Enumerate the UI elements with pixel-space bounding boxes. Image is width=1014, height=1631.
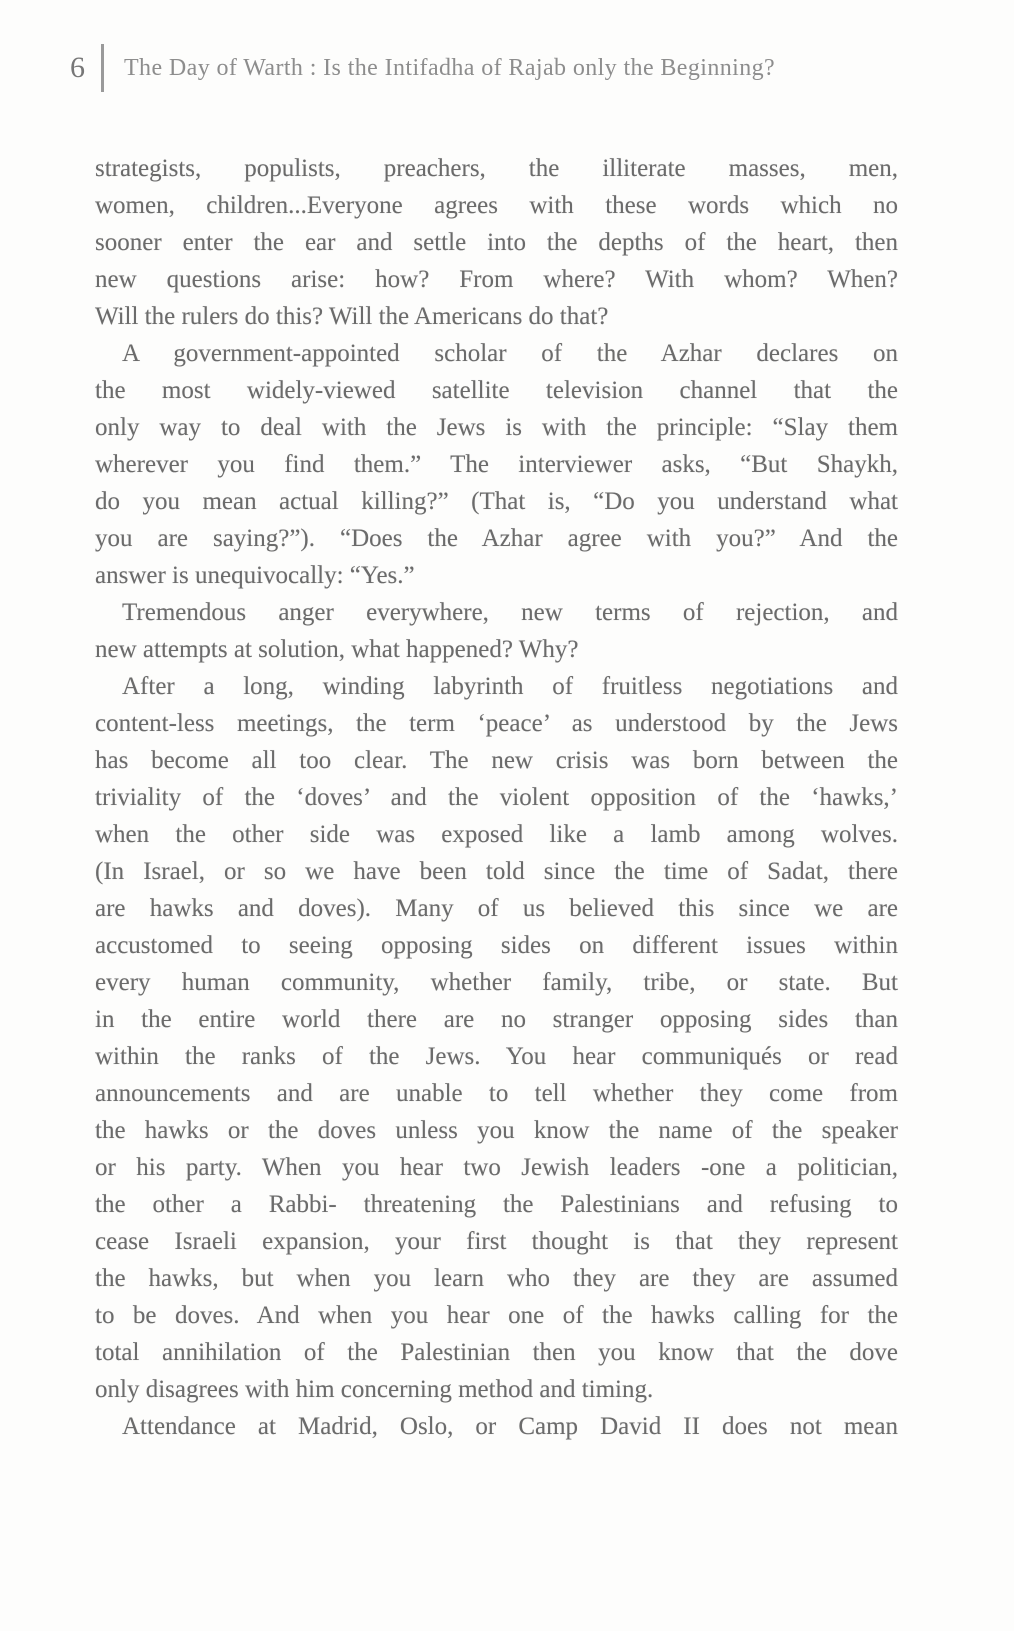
- text-line: only disagrees with him concerning method and timing.: [95, 1376, 654, 1403]
- header-divider: [101, 44, 104, 92]
- running-head-title: The Day of Warth : Is the Intifadha of Rajab only the Beginning?: [124, 54, 776, 81]
- text-line: A government-appointed scholar of the Azhar declares on: [122, 340, 898, 367]
- text-line: triviality of the ‘doves’ and the violent opposition of the ‘hawks,’: [95, 784, 898, 811]
- text-line: wherever you find them.” The interviewer asks, “But Shaykh,: [95, 451, 898, 478]
- text-line: accustomed to seeing opposing sides on different issues within: [95, 932, 898, 959]
- text-line: the most widely-viewed satellite television channel that the: [95, 377, 898, 404]
- text-line: women, children...Everyone agrees with these words which no: [95, 192, 898, 219]
- text-line: After a long, winding labyrinth of fruitless negotiations and: [122, 673, 898, 700]
- text-line: sooner enter the ear and settle into the depths of the heart, then: [95, 229, 898, 256]
- text-line: the hawks, but when you learn who they are they are assumed: [95, 1265, 898, 1292]
- text-line: you are saying?”). “Does the Azhar agree with you?” And the: [95, 525, 898, 552]
- text-line: every human community, whether family, tribe, or state. But: [95, 969, 898, 996]
- text-line: content-less meetings, the term ‘peace’ as understood by the Jews: [95, 710, 898, 737]
- text-line: answer is unequivocally: “Yes.”: [95, 562, 415, 589]
- text-line: only way to deal with the Jews is with the principle: “Slay them: [95, 414, 898, 441]
- text-line: the hawks or the doves unless you know the name of the speaker: [95, 1117, 898, 1144]
- page-number: 6: [70, 51, 85, 84]
- text-line: announcements and are unable to tell whether they come from: [95, 1080, 898, 1107]
- text-line: cease Israeli expansion, your first thought is that they represent: [95, 1228, 898, 1255]
- text-line: Tremendous anger everywhere, new terms of rejection, and: [122, 599, 898, 626]
- text-line: to be doves. And when you hear one of the hawks calling for the: [95, 1302, 898, 1329]
- text-line: do you mean actual killing?” (That is, “Do you understand what: [95, 488, 898, 515]
- text-line: total annihilation of the Palestinian then you know that the dove: [95, 1339, 898, 1366]
- text-line: in the entire world there are no stranger opposing sides than: [95, 1006, 898, 1033]
- text-line: or his party. When you hear two Jewish leaders -one a politician,: [95, 1154, 898, 1181]
- text-line: the other a Rabbi- threatening the Palestinians and refusing to: [95, 1191, 898, 1218]
- page-body: [95, 150, 898, 1445]
- text-line: strategists, populists, preachers, the illiterate masses, men,: [95, 155, 898, 182]
- text-line: Attendance at Madrid, Oslo, or Camp David II does not mean: [122, 1413, 898, 1440]
- text-line: (In Israel, or so we have been told since the time of Sadat, there: [95, 858, 898, 885]
- text-line: has become all too clear. The new crisis was born between the: [95, 747, 898, 774]
- page-header: [70, 44, 775, 92]
- text-line: are hawks and doves). Many of us believed this since we are: [95, 895, 898, 922]
- text-line: new attempts at solution, what happened? Why?: [95, 636, 579, 663]
- text-line: Will the rulers do this? Will the Americans do that?: [95, 303, 609, 330]
- text-line: when the other side was exposed like a lamb among wolves.: [95, 821, 898, 848]
- text-line: within the ranks of the Jews. You hear communiqués or read: [95, 1043, 898, 1070]
- text-line: new questions arise: how? From where? With whom? When?: [95, 266, 898, 293]
